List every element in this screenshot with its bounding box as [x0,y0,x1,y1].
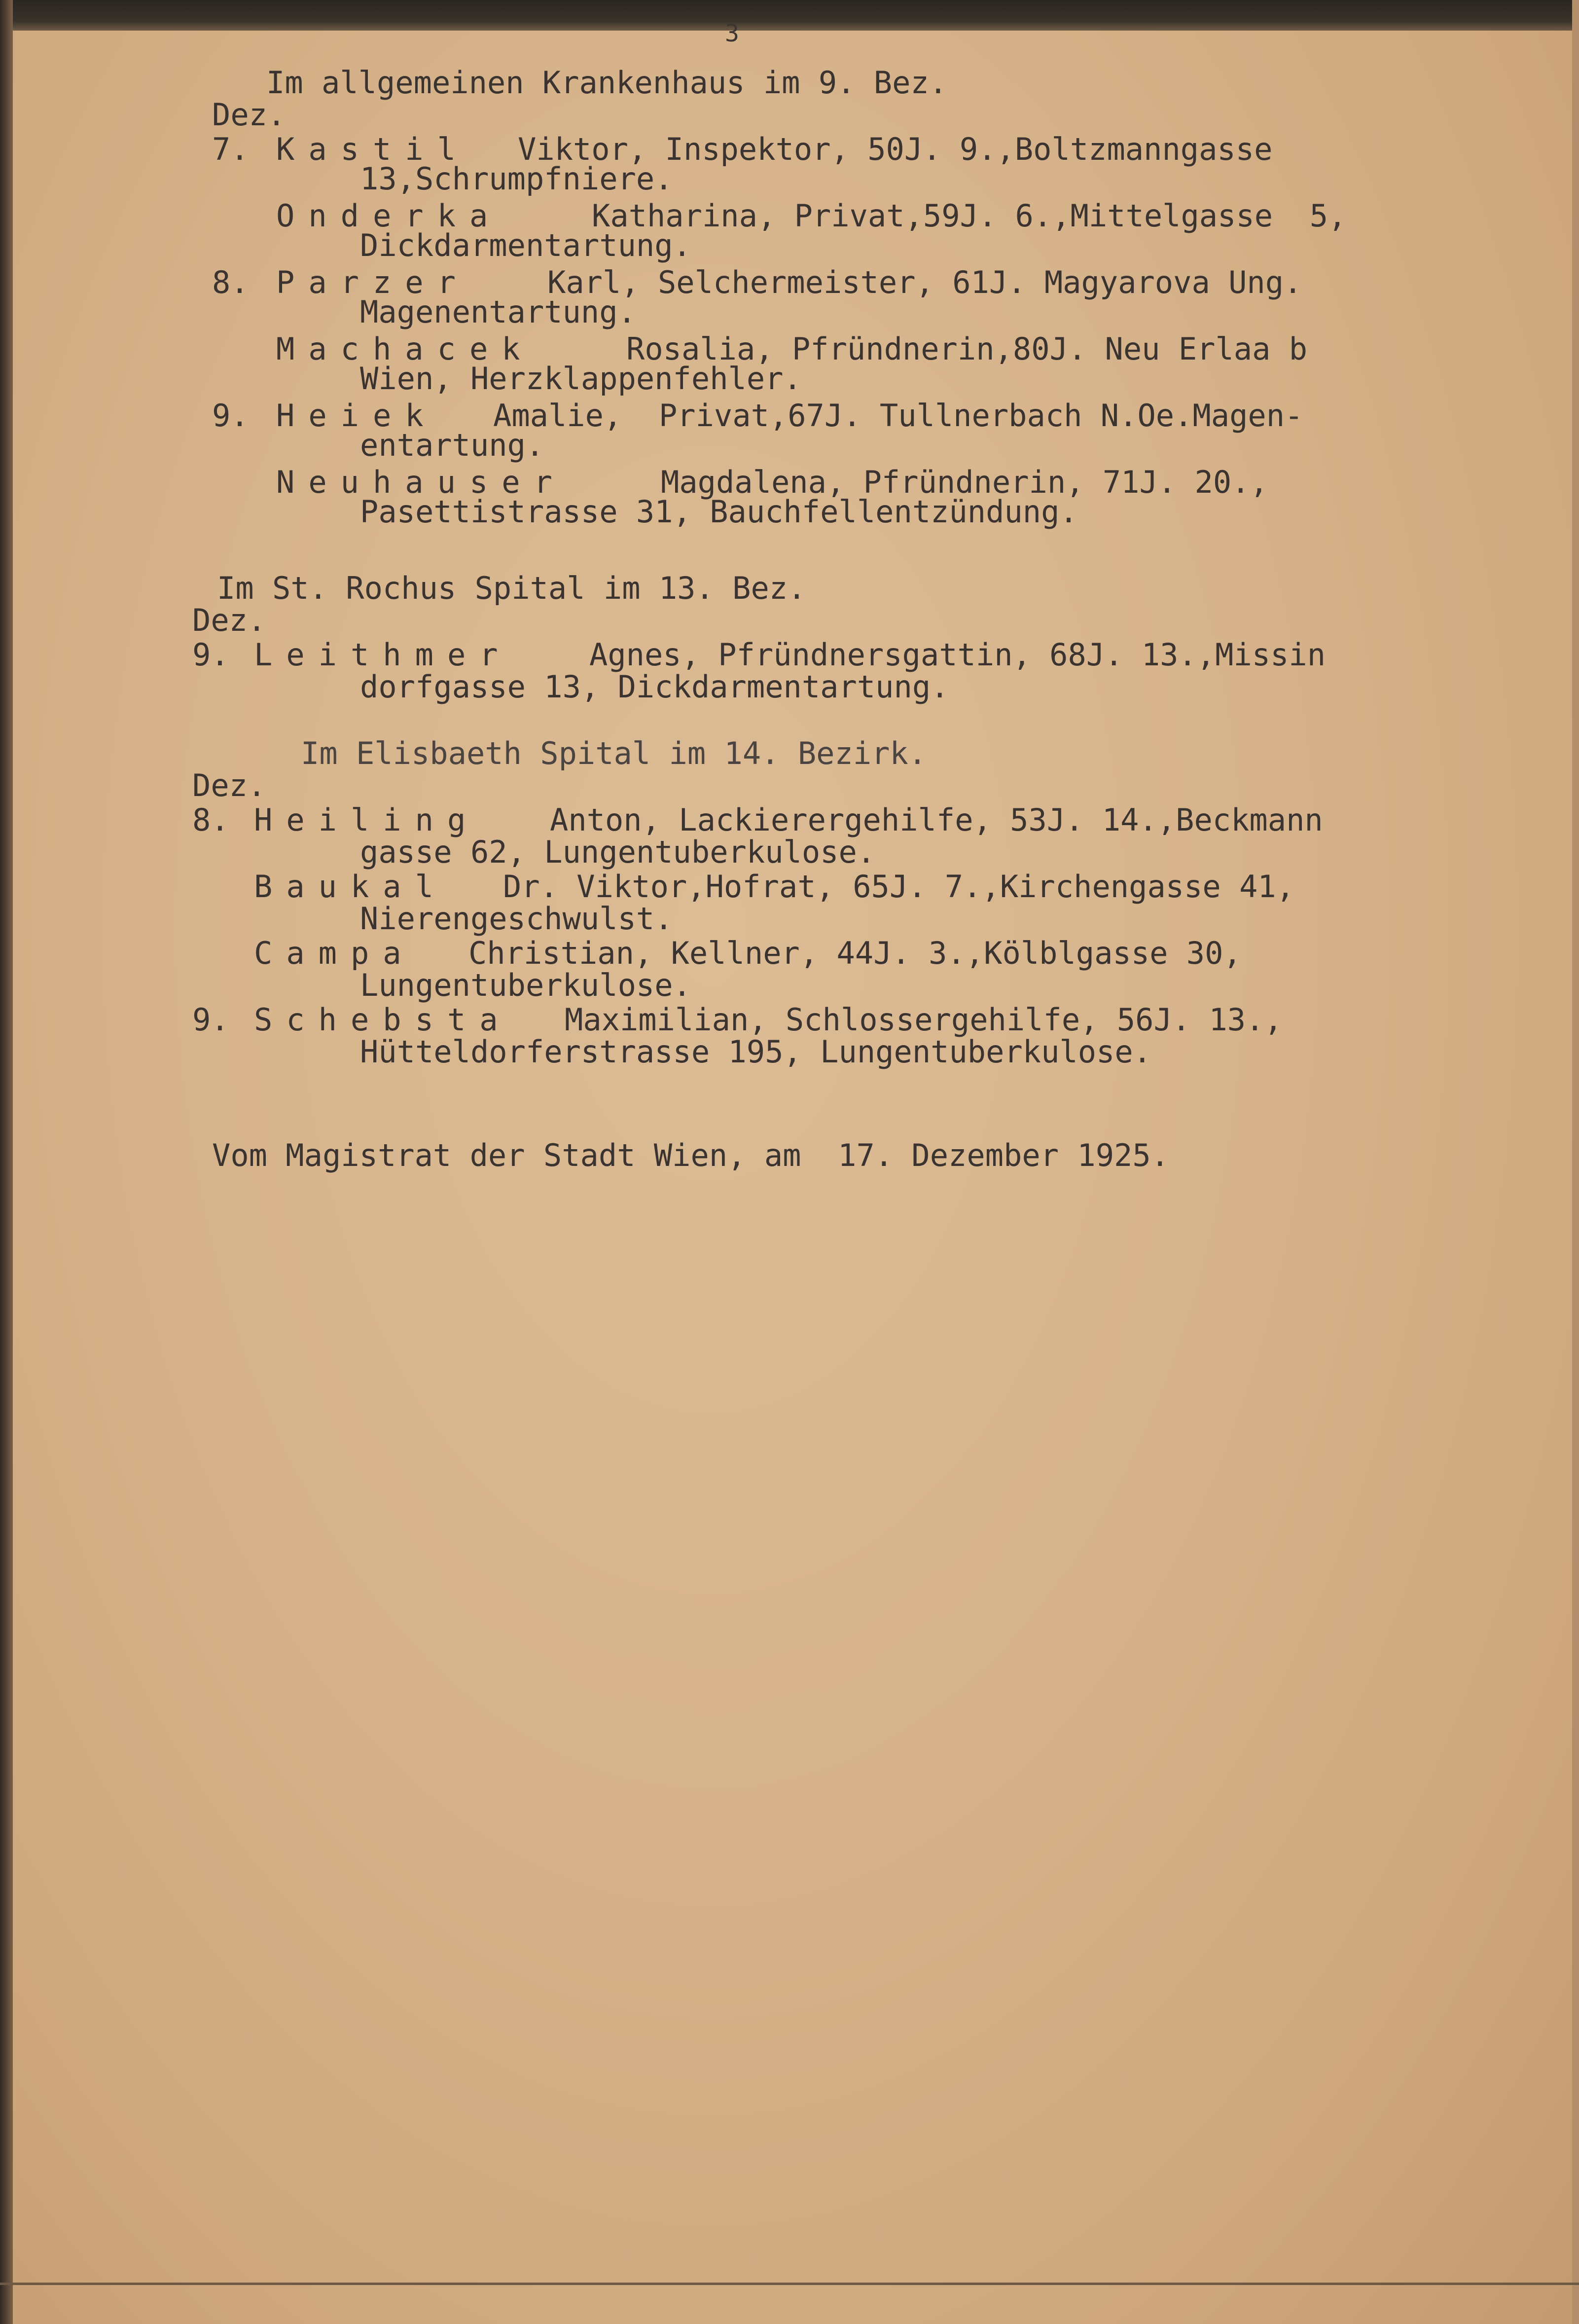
section-heading: Im St. Rochus Spital im 13. Bez. [217,570,806,606]
entry-details: Magdalena, Pfründnerin, 71J. 20., [661,464,1268,500]
entry-surname: Onderka [276,198,502,234]
section-heading: Im Elisbaeth Spital im 14. Bezirk. [301,735,927,771]
entry-details: Karl, Selchermeister, 61J. Magyarova Ung. [547,264,1302,300]
entry-surname: Heiek [276,398,437,434]
entry-day: 9. [192,637,229,673]
entry-surname: Campa [254,935,415,971]
entry-details: Viktor, Inspektor, 50J. 9.,Boltzmanngasse [518,131,1273,167]
entry-details-cont: Dickdarmentartung. [360,227,691,263]
entry-surname: Baukal [254,869,447,905]
page-number: 3 [725,20,739,47]
entry-details-cont: entartung. [360,427,544,463]
month-label: Dez. [192,767,266,803]
entry-details: Katharina, Privat,59J. 6.,Mittelgasse 5, [592,198,1347,234]
entry-details: Maximilian, Schlossergehilfe, 56J. 13., [565,1002,1283,1038]
entry-surname: Leithmer [254,637,512,673]
entry-details: Amalie, Privat,67J. Tullnerbach N.Oe.Magen- [493,398,1303,434]
entry-surname: Kastil [276,131,469,167]
month-label: Dez. [192,602,266,638]
section-heading: Im allgemeinen Krankenhaus im 9. Bez. [266,65,948,101]
entry-day: 8. [192,802,229,838]
entry-details-cont: Hütteldorferstrasse 195, Lungentuberkulose. [360,1034,1152,1070]
month-label: Dez. [212,97,286,133]
entry-details: Christian, Kellner, 44J. 3.,Kölblgasse 30, [468,935,1242,971]
entry-details-cont: Wien, Herzklappenfehler. [360,361,802,397]
entry-day: 9. [192,1002,229,1038]
entry-details-cont: gasse 62, Lungentuberkulose. [360,834,876,870]
entry-details-cont: Magenentartung. [360,294,636,330]
entry-day: 9. [212,398,249,434]
entry-details: Agnes, Pfründnersgattin, 68J. 13.,Missin [589,637,1326,673]
closing-statement: Vom Magistrat der Stadt Wien, am 17. Dezember 1925. [212,1137,1170,1173]
entry-surname: Heiling [254,802,480,838]
entry-surname: Machacek [276,331,534,367]
entry-details-cont: Nierengeschwulst. [360,901,673,937]
entry-details-cont: Lungentuberkulose. [360,967,691,1003]
entry-details-cont: 13,Schrumpfniere. [360,161,673,197]
entry-details-cont: dorfgasse 13, Dickdarmentartung. [360,669,949,705]
entry-day: 7. [212,131,249,167]
entry-day: 8. [212,264,249,300]
entry-details-cont: Pasettistrasse 31, Bauchfellentzündung. [360,494,1078,530]
entry-details: Anton, Lackierergehilfe, 53J. 14.,Beckmann [550,802,1323,838]
entry-details: Rosalia, Pfründnerin,80J. Neu Erlaa b [626,331,1308,367]
entry-surname: Schebsta [254,1002,512,1038]
entry-surname: Neuhauser [276,464,566,500]
entry-surname: Parzer [276,264,469,300]
entry-details: Dr. Viktor,Hofrat, 65J. 7.,Kirchengasse 41, [503,869,1295,905]
